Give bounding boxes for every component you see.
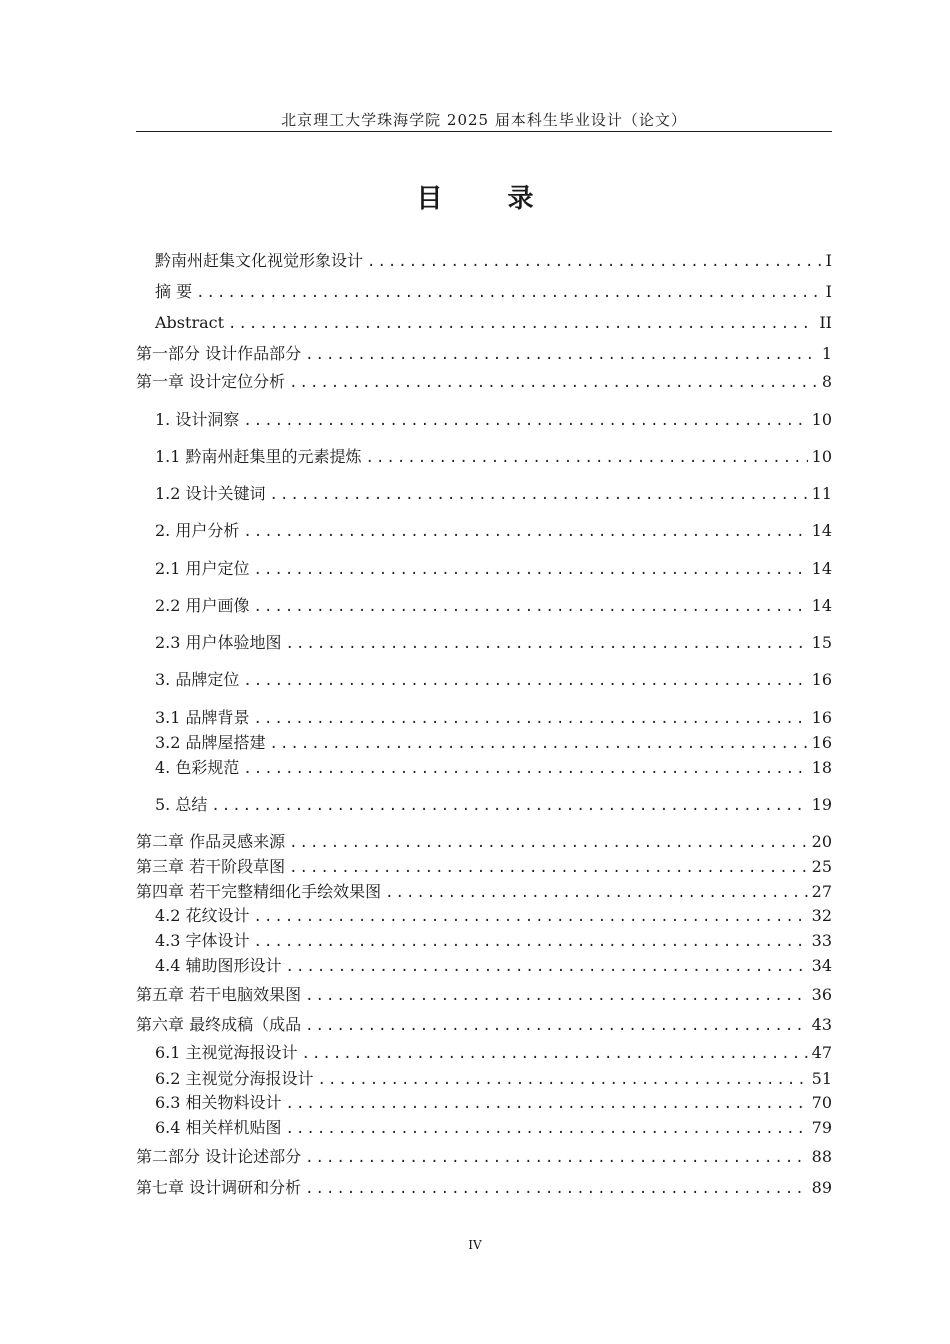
toc-leader-dots (254, 906, 808, 928)
toc-entry (136, 831, 832, 853)
toc-entry-page: 25 (811, 857, 832, 876)
toc-entry (155, 250, 832, 272)
toc-leader-dots (305, 1147, 808, 1169)
toc-entry-page: 8 (821, 372, 832, 391)
toc-leader-dots (243, 521, 807, 543)
toc-entry (155, 632, 832, 654)
toc-entry-page: I (825, 282, 832, 301)
header-rule (136, 131, 832, 132)
toc-entry (136, 343, 832, 365)
toc-entry-page: 1 (821, 344, 832, 363)
toc-leader-dots (366, 447, 808, 469)
toc-entry-label: 3.1 品牌背景 (155, 708, 250, 727)
page-header: 北京理工大学珠海学院 2025 届本科生毕业设计（论文） (281, 111, 687, 129)
toc-entry-page: 34 (811, 956, 832, 975)
toc-entry (155, 669, 832, 691)
toc-entry (155, 409, 832, 431)
toc-entry-label: 2.3 用户体验地图 (155, 633, 282, 652)
toc-entry (155, 1092, 832, 1114)
toc-entry (136, 856, 832, 878)
toc-title: 目 录 (416, 184, 562, 214)
toc-leader-dots (305, 1015, 808, 1037)
toc-entry-label: 1. 设计洞察 (155, 410, 240, 429)
toc-leader-dots (211, 795, 807, 817)
toc-entry (155, 1042, 832, 1064)
toc-entry (155, 595, 832, 617)
toc-entry-label: 2. 用户分析 (155, 521, 240, 540)
toc-entry-label: 第一章 设计定位分析 (136, 372, 286, 391)
toc-entry (155, 707, 832, 729)
toc-entry-label: 第六章 最终成稿（成品 (136, 1015, 302, 1034)
toc-entry-page: 47 (811, 1043, 832, 1062)
toc-entry (155, 794, 832, 816)
toc-entry-page: 32 (811, 906, 832, 925)
toc-entry-page: 10 (811, 447, 832, 466)
toc-leader-dots (243, 758, 807, 780)
toc-entry (155, 1068, 832, 1090)
toc-entry-label: 第一部分 设计作品部分 (136, 344, 302, 363)
toc-leader-dots (385, 882, 808, 904)
toc-leader-dots (305, 344, 818, 366)
toc-entry (155, 1117, 832, 1139)
page-number: IV (468, 1238, 482, 1252)
toc-entry (155, 312, 832, 334)
toc-entry-label: 第二章 作品灵感来源 (136, 832, 286, 851)
toc-leader-dots (289, 372, 818, 394)
toc-leader-dots (243, 410, 807, 432)
toc-entry-page: 14 (811, 596, 832, 615)
toc-entry-label: 第四章 若干完整精细化手绘效果图 (136, 882, 382, 901)
toc-entry-label: 摘 要 (155, 282, 193, 301)
toc-entry-label: 5. 总结 (155, 795, 208, 814)
toc-entry-label: 3.2 品牌屋搭建 (155, 733, 266, 752)
toc-entry (155, 446, 832, 468)
toc-entry-page: I (825, 251, 832, 270)
toc-entry-page: II (819, 313, 832, 332)
toc-entry-page: 18 (811, 758, 832, 777)
toc-leader-dots (243, 670, 807, 692)
toc-leader-dots (286, 1118, 808, 1140)
toc-entry-label: 第三章 若干阶段草图 (136, 857, 286, 876)
toc-leader-dots (254, 596, 808, 618)
toc-entry (136, 1146, 832, 1168)
toc-entry-page: 51 (811, 1069, 832, 1088)
toc-entry-label: 4.4 辅助图形设计 (155, 956, 282, 975)
toc-entry-label: 2.2 用户画像 (155, 596, 250, 615)
toc-entry (136, 881, 832, 903)
toc-entry-label: 4. 色彩规范 (155, 758, 240, 777)
toc-leader-dots (318, 1069, 808, 1091)
toc-entry-page: 16 (811, 670, 832, 689)
toc-entry (155, 930, 832, 952)
toc-entry-label: 3. 品牌定位 (155, 670, 240, 689)
toc-entry-label: 6.4 相关样机贴图 (155, 1118, 282, 1137)
toc-leader-dots (302, 1043, 808, 1065)
toc-entry-page: 16 (811, 733, 832, 752)
toc-leader-dots (270, 484, 808, 506)
toc-leader-dots (305, 1178, 808, 1200)
toc-entry-label: 第五章 若干电脑效果图 (136, 985, 302, 1004)
toc-leader-dots (196, 282, 822, 304)
toc-entry-page: 79 (811, 1118, 832, 1137)
toc-leader-dots (286, 1093, 808, 1115)
toc-entry-label: 1.2 设计关键词 (155, 484, 266, 503)
toc-entry-label: 黔南州赶集文化视觉形象设计 (155, 251, 364, 270)
toc-entry-page: 70 (811, 1093, 832, 1112)
toc-leader-dots (289, 857, 808, 879)
toc-leader-dots (228, 313, 815, 335)
toc-entry-page: 10 (811, 410, 832, 429)
toc-entry-page: 20 (811, 832, 832, 851)
toc-entry (155, 483, 832, 505)
toc-entry-page: 15 (811, 633, 832, 652)
toc-leader-dots (254, 708, 808, 730)
toc-leader-dots (254, 559, 808, 581)
toc-entry-page: 14 (811, 521, 832, 540)
toc-entry-label: 2.1 用户定位 (155, 559, 250, 578)
toc-entry (155, 520, 832, 542)
toc-entry-label: 6.1 主视觉海报设计 (155, 1043, 298, 1062)
toc-entry (136, 371, 832, 393)
toc-entry-label: 第七章 设计调研和分析 (136, 1178, 302, 1197)
toc-leader-dots (367, 251, 822, 273)
toc-entry (155, 955, 832, 977)
toc-entry (136, 1014, 832, 1036)
toc-entry-page: 14 (811, 559, 832, 578)
toc-entry-page: 16 (811, 708, 832, 727)
toc-entry-label: 第二部分 设计论述部分 (136, 1147, 302, 1166)
toc-leader-dots (305, 985, 808, 1007)
toc-entry-label: 4.2 花纹设计 (155, 906, 250, 925)
toc-entry (155, 558, 832, 580)
toc-entry (155, 905, 832, 927)
toc-leader-dots (270, 733, 808, 755)
toc-entry (136, 1177, 832, 1199)
toc-entry-label: Abstract (155, 313, 225, 332)
toc-leader-dots (254, 931, 808, 953)
toc-entry (155, 732, 832, 754)
toc-entry-page: 43 (811, 1015, 832, 1034)
toc-entry-label: 6.2 主视觉分海报设计 (155, 1069, 314, 1088)
toc-entry-page: 11 (811, 484, 832, 503)
toc-leader-dots (286, 633, 808, 655)
toc-leader-dots (286, 956, 808, 978)
toc-entry-page: 33 (811, 931, 832, 950)
toc-entry-label: 6.3 相关物料设计 (155, 1093, 282, 1112)
toc-entry-page: 36 (811, 985, 832, 1004)
toc-entry-page: 88 (811, 1147, 832, 1166)
toc-entry (155, 757, 832, 779)
toc-leader-dots (289, 832, 808, 854)
toc-entry-label: 1.1 黔南州赶集里的元素提炼 (155, 447, 362, 466)
toc-entry-page: 89 (811, 1178, 832, 1197)
toc-entry-label: 4.3 字体设计 (155, 931, 250, 950)
toc-entry-page: 19 (811, 795, 832, 814)
toc-entry (155, 281, 832, 303)
toc-entry-page: 27 (811, 882, 832, 901)
toc-entry (136, 984, 832, 1006)
